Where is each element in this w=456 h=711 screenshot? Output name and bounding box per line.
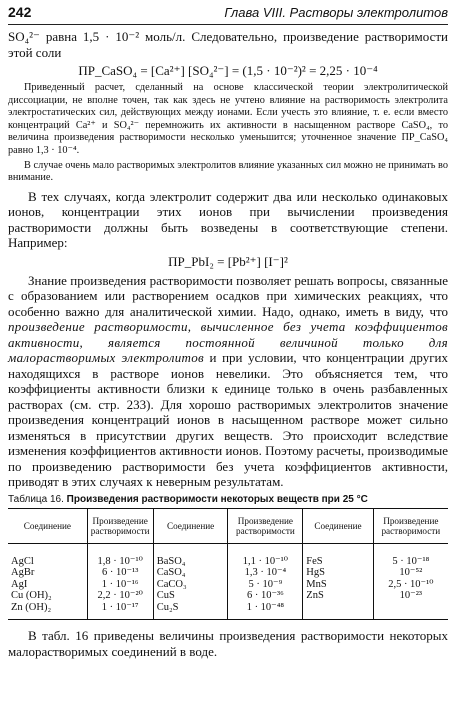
product-mns: 2,5 · 10⁻¹⁰ <box>388 578 434 590</box>
compound-baso4: BaSO₄ <box>156 555 186 567</box>
product-agbr: 6 · 10⁻¹³ <box>102 567 139 579</box>
compound-agi: AgI <box>11 578 28 590</box>
header-compound-1: Соединение <box>8 508 87 543</box>
paragraph-knowledge-emphasis: произведение растворимости, вычисленное без учета коэффициентов активности, является постоянной величиной только для малорастворимых электролитов <box>8 319 448 366</box>
header-product-1: Произведение растворимости <box>87 508 153 543</box>
chapter-title: Глава VIII. Растворы электролитов <box>224 5 448 20</box>
compound-cu2s: Cu₂S <box>156 601 179 613</box>
table-caption <box>8 494 448 505</box>
running-header <box>8 4 448 25</box>
header-compound-2: Соединение <box>153 508 228 543</box>
compound-agcl: AgCl <box>11 555 34 567</box>
compound-column-1 <box>8 543 87 620</box>
product-cu2s: 1 · 10⁻⁴⁸ <box>246 601 285 613</box>
paragraph-knowledge-end: и при условии, что концентрации других находящихся в растворе ионов невелики. Это объясняется тем, что коэффициенты активности близки к единице только в очень разбавленных растворах (см. стр. 233). Для хорошо растворимых электролитов значение произведения концентраций ионов в насыщенном растворе может сильно изменяться в присутствии других веществ. Это происходит вследствие изменения коэффициентов активности ионов. Поэтому расчеты, производимые по произведению растворимости без учета коэффициентов активности, приводят в этих случаях к неверным результатам. <box>8 350 448 490</box>
product-cuoh2: 2,2 · 10⁻²⁰ <box>97 590 143 602</box>
paragraph-identical-ions: В тех случаях, когда электролит содержит два или несколько одинаковых ионов, концентрации этих ионов при вычислении произведения растворимости должны быть возведены в соответствующие степени. Например: <box>8 188 448 251</box>
compound-caso4: CaSO₄ <box>156 567 186 579</box>
compound-column-3 <box>303 543 373 620</box>
product-caco3: 5 · 10⁻⁹ <box>248 578 283 590</box>
paragraph-knowledge <box>8 273 448 490</box>
product-agi: 1 · 10⁻¹⁶ <box>101 578 139 590</box>
product-znoh2: 1 · 10⁻¹⁷ <box>101 601 139 613</box>
paragraph-table-reference: В табл. 16 приведены величины произведения растворимости некоторых малорастворимых соединений в воде. <box>8 628 448 659</box>
solubility-table <box>8 508 448 621</box>
header-product-2: Произведение растворимости <box>228 508 303 543</box>
paragraph-knowledge-start: Знание произведения растворимости позволяет решать вопросы, связанные с образованием или растворением осадков при химических реакциях, что особенно важно для аналитической химии. Надо, однако, иметь в виду, что <box>8 272 448 319</box>
header-product-3: Произведение растворимости <box>373 508 448 543</box>
note-activity: Приведенный расчет, сделанный на основе классической теории электролитической диссоциации, не вполне точен, так как здесь не учтено влияние на растворимость электролита электростатических сил, действующих между ионами. Если учесть это влияние, т. е. если вместо концентраций Ca²⁺ и SO₄²⁻ перемножить их активности в насыщенном растворе CaSO₄, то величина произведения растворимости несколько уменьшится; уточненное значение ПР_CaSO₄ равно 1,3 · 10⁻⁴. <box>8 82 448 156</box>
table-header-row <box>8 508 448 543</box>
compound-column-2 <box>153 543 228 620</box>
compound-caco3: CaCO₃ <box>156 578 187 590</box>
formula-caso4: ПР_CaSO₄ = [Ca²⁺] [SO₄²⁻] = (1,5 · 10⁻²)² = 2,25 · 10⁻⁴ <box>78 63 378 78</box>
product-column-3 <box>373 543 448 620</box>
compound-mns: MnS <box>306 578 327 590</box>
page-number: 242 <box>8 4 32 20</box>
compound-fes: FeS <box>306 555 323 567</box>
compound-agbr: AgBr <box>11 567 35 579</box>
formula-pbi2: ПР_PbI₂ = [Pb²⁺] [I⁻]² <box>168 253 288 269</box>
product-cus: 6 · 10⁻³⁶ <box>246 590 284 602</box>
compound-cuoh2: Cu (OH)₂ <box>11 590 52 602</box>
table-caption-label: Таблица 16. <box>8 493 64 505</box>
compound-hgs: HgS <box>306 567 325 579</box>
compound-zns: ZnS <box>306 590 324 602</box>
product-hgs: 10⁻⁵² <box>399 567 423 579</box>
paragraph-intro: SO₄²⁻ равна 1,5 · 10⁻² моль/л. Следовательно, произведение растворимости этой соли <box>8 29 448 60</box>
product-fes: 5 · 10⁻¹⁸ <box>392 555 430 567</box>
product-baso4: 1,1 · 10⁻¹⁰ <box>242 555 289 567</box>
product-column-2 <box>228 543 303 620</box>
table-row <box>8 543 448 620</box>
product-zns: 10⁻²³ <box>399 590 422 602</box>
compound-znoh2: Zn (OH)₂ <box>11 601 52 613</box>
product-column-1 <box>87 543 153 620</box>
table-caption-title: Произведения растворимости некоторых веществ при 25 °С <box>66 493 368 505</box>
product-caso4: 1,3 · 10⁻⁴ <box>244 567 287 579</box>
note-low-solubility: В случае очень мало растворимых электролитов влияние указанных сил можно не принимать во внимание. <box>8 159 448 184</box>
header-compound-3: Соединение <box>303 508 373 543</box>
compound-cus: CuS <box>156 590 175 602</box>
product-agcl: 1,8 · 10⁻¹⁰ <box>97 555 143 567</box>
